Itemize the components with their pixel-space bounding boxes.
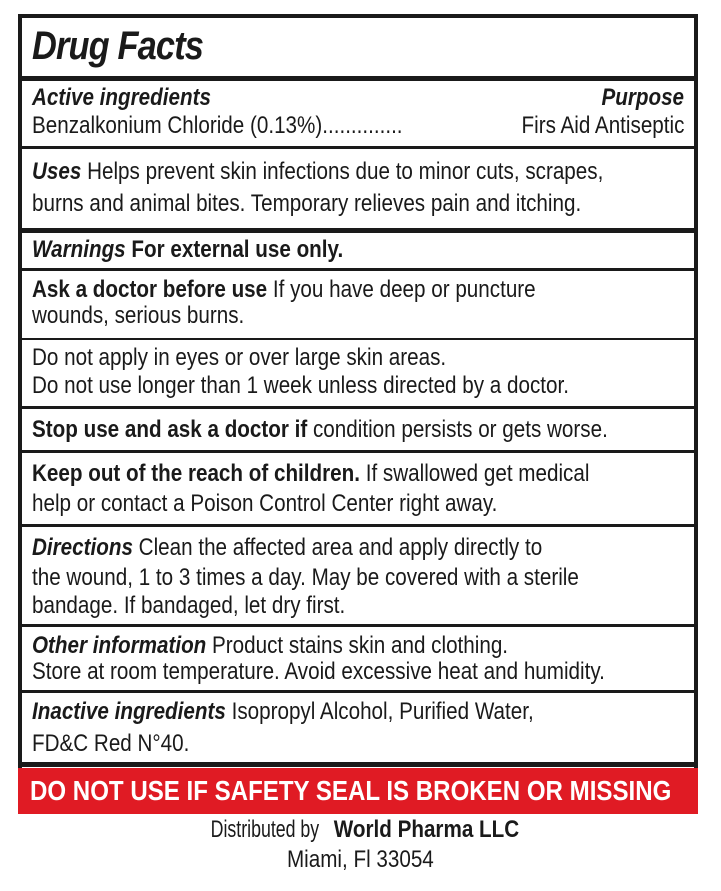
uses-line-1 [32,158,603,186]
warnings-line [32,236,343,264]
page-title: Drug Facts [32,24,204,68]
keep-out-text-1: If swallowed get medical [365,460,590,487]
other-info-text-2: Store at room temperature. Avoid excessive heat and humidity. [32,658,605,685]
divider [22,146,694,149]
divider [22,524,694,527]
purpose-value: Firs Aid Antiseptic [521,112,684,139]
keep-out-heading: Keep out of the reach of children. [32,460,360,487]
distributor-line [0,816,721,844]
divider [22,762,694,767]
ask-doctor-heading: Ask a doctor before use [32,276,268,303]
active-ingredients-heading: Active ingredients [32,84,211,111]
banner-text: DO NOT USE IF SAFETY SEAL IS BROKEN OR MISSING [30,775,672,806]
inactive-line-1 [32,698,534,726]
directions-text-2: the wound, 1 to 3 times a day. May be covered with a sterile [32,564,579,591]
divider [22,624,694,627]
distributor-prefix: Distributed by [210,816,320,843]
keep-out-line-1 [32,460,589,488]
ask-doctor-text-2: wounds, serious burns. [32,302,245,329]
stop-use-text: condition persists or gets worse. [312,416,608,443]
warnings-heading: Warnings [32,236,126,263]
stop-use-heading: Stop use and ask a doctor if [32,416,308,443]
uses-text-1: Helps prevent skin infections due to minor cuts, scrapes, [87,158,604,185]
inactive-heading: Inactive ingredients [32,698,226,725]
warnings-text: For external use only. [131,236,344,263]
other-info-heading: Other information [32,632,207,659]
distributor-company: World Pharma LLC [333,816,520,843]
divider [22,268,694,271]
divider [22,690,694,693]
other-info-text-1: Product stains skin and clothing. [212,632,509,659]
divider [22,228,694,233]
do-not-text-1: Do not apply in eyes or over large skin areas. [32,344,447,371]
divider [22,338,694,340]
divider [22,76,694,81]
ask-doctor-line-1 [32,276,536,304]
uses-text-2: burns and animal bites. Temporary relieves pain and itching. [32,190,582,217]
distributor-address-line [0,846,721,874]
drug-facts-panel [18,14,698,814]
ask-doctor-text-1: If you have deep or puncture [272,276,536,303]
safety-seal-warning-banner [18,768,698,814]
active-ingredient: Benzalkonium Chloride (0.13%).............. [32,112,403,139]
directions-text-1: Clean the affected area and apply directly to [138,534,543,561]
directions-text-3: bandage. If bandaged, let dry first. [32,592,346,619]
keep-out-text-2: help or contact a Poison Control Center right away. [32,490,498,517]
divider [22,450,694,453]
stop-use-line [32,416,608,444]
inactive-text-2: FD&C Red N°40. [32,730,190,757]
uses-heading: Uses [32,158,82,185]
purpose-heading: Purpose [601,84,684,111]
other-info-line-1 [32,632,508,660]
do-not-text-2: Do not use longer than 1 week unless directed by a doctor. [32,372,569,399]
inactive-text-1: Isopropyl Alcohol, Purified Water, [231,698,534,725]
distributor-address: Miami, Fl 33054 [287,846,434,873]
directions-line-1 [32,534,542,562]
divider [22,406,694,409]
directions-heading: Directions [32,534,133,561]
